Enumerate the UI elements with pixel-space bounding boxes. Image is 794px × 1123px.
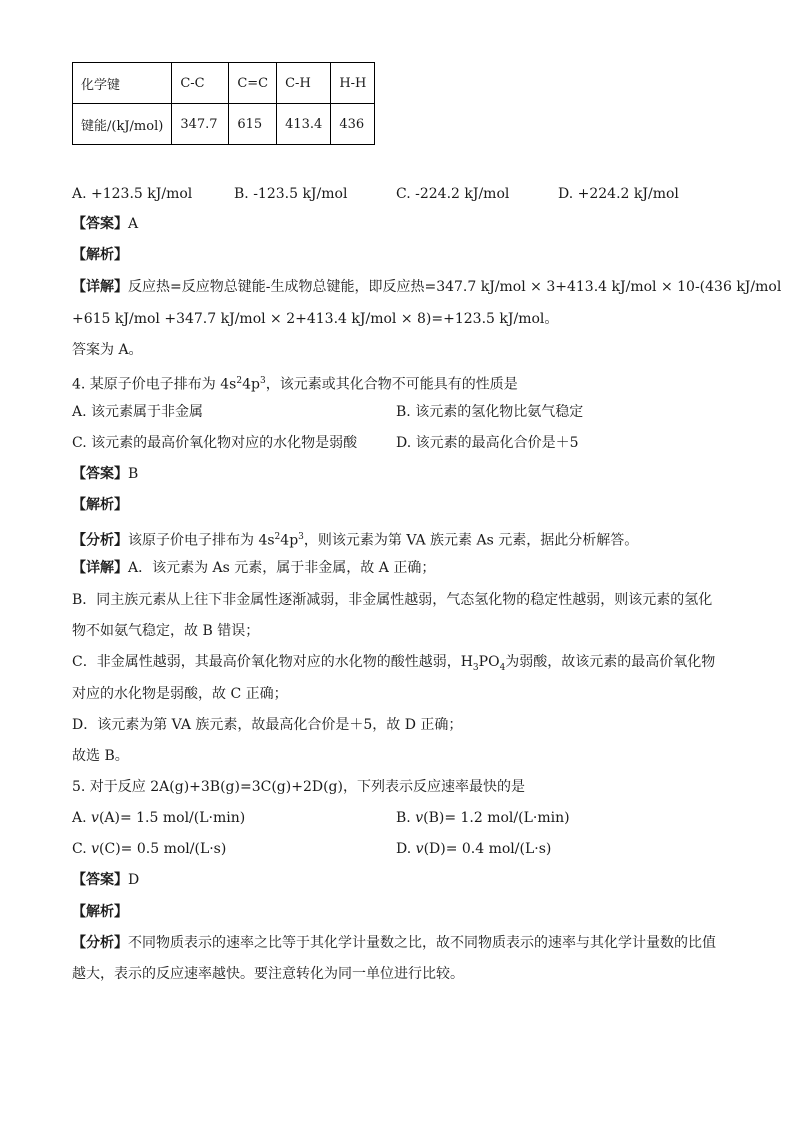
answer-value: B <box>128 466 139 482</box>
option-text: (B)= 1.2 mol/(L·min) <box>423 810 570 826</box>
q4-detail-d: D．该元素为第 VA 族元素，故最高化合价是＋5，故 D 正确； <box>72 717 463 733</box>
table-cell: H-H <box>331 63 375 104</box>
q5-fenxi-2: 越大，表示的反应速率越快。要注意转化为同一单位进行比较。 <box>72 966 464 982</box>
q5-option-c <box>72 839 226 859</box>
q5-answer <box>72 870 139 890</box>
q4-conclusion: 故选 B。 <box>72 748 129 764</box>
bond-energy-table <box>72 62 375 145</box>
answer-tag: 【答案】 <box>72 216 128 232</box>
fenxi-tag: 【分析】 <box>72 935 128 951</box>
fenxi-text: 该原子价电子排布为 4s <box>128 532 275 549</box>
option-var: v <box>415 841 424 857</box>
option-prefix: C. <box>72 841 92 857</box>
detail-tag: 【详解】 <box>72 279 128 295</box>
q4-detail-a <box>72 558 435 578</box>
option-text: (C)= 0.5 mol/(L·s) <box>99 841 227 857</box>
table-cell: C-H <box>277 63 331 104</box>
superscript: 3 <box>298 532 304 542</box>
q4-stem-text: 4p <box>242 376 260 393</box>
option-prefix: D. <box>396 841 416 857</box>
q3-detail-line-2: +615 kJ/mol +347.7 kJ/mol × 2+413.4 kJ/mol × 8)=+123.5 kJ/mol。 <box>72 311 559 327</box>
option-var: v <box>91 810 99 826</box>
q5-analysis-tag: 【解析】 <box>72 904 128 920</box>
table-cell: C=C <box>229 63 277 104</box>
option-text: (D)= 0.4 mol/(L·s) <box>423 841 552 857</box>
answer-tag: 【答案】 <box>72 466 128 482</box>
detail-text: 为弱酸，故该元素的最高价氧化物 <box>505 654 716 670</box>
q4-stem-text: 4. 某原子价电子排布为 4s <box>72 376 237 393</box>
detail-text: A．该元素为 As 元素，属于非金属，故 A 正确； <box>128 560 436 576</box>
q4-detail-b1: B．同主族元素从上往下非金属性逐渐减弱，非金属性越弱，气态氢化物的稳定性越弱，则该元素的氢化 <box>72 592 713 608</box>
q4-option-b: B. 该元素的氢化物比氨气稳定 <box>396 404 584 420</box>
q4-option-a: A. 该元素属于非金属 <box>72 404 204 420</box>
table-row <box>73 104 375 145</box>
q4-detail-b2: 物不如氨气稳定，故 B 错误； <box>72 623 260 639</box>
fenxi-text: 不同物质表示的速率之比等于其化学计量数之比，故不同物质表示的速率与其化学计量数的比值 <box>128 935 716 951</box>
q3-option-b: B. -123.5 kJ/mol <box>234 186 348 202</box>
answer-value: D <box>128 872 140 888</box>
table-row <box>73 63 375 104</box>
superscript: 2 <box>236 376 243 386</box>
table-cell: 436 <box>331 104 375 145</box>
table-cell: 615 <box>229 104 277 145</box>
fenxi-tag: 【分析】 <box>72 532 128 549</box>
q4-option-c: C. 该元素的最高价氧化物对应的水化物是弱酸 <box>72 435 358 451</box>
answer-value: A <box>128 216 139 232</box>
option-text: (A)= 1.5 mol/(L·min) <box>98 810 246 826</box>
q4-fenxi <box>72 527 638 551</box>
table-cell: 键能/(kJ/mol) <box>73 104 172 145</box>
table-cell: C-C <box>172 63 229 104</box>
q4-answer <box>72 464 138 484</box>
q4-stem-text: ，该元素或其化合物不可能具有的性质是 <box>265 376 518 393</box>
option-var: v <box>91 841 100 857</box>
q3-option-c: C. -224.2 kJ/mol <box>396 186 510 202</box>
q4-detail-c1 <box>72 652 715 678</box>
table-cell: 413.4 <box>277 104 331 145</box>
q4-detail-c2: 对应的水化物是弱酸，故 C 正确； <box>72 686 288 702</box>
q4-analysis-tag: 【解析】 <box>72 497 128 513</box>
q5-option-b <box>396 808 570 828</box>
q3-option-d: D. +224.2 kJ/mol <box>558 186 679 202</box>
detail-text: 反应热=反应物总键能-生成物总键能，即反应热=347.7 kJ/mol × 3+413.4 kJ/mol × 10-(436 kJ/mol <box>128 279 782 295</box>
detail-text: C．非金属性越弱，其最高价氧化物对应的水化物的酸性越弱，H <box>72 654 473 670</box>
q3-answer <box>72 214 138 234</box>
option-prefix: A. <box>72 810 92 826</box>
table-cell: 347.7 <box>172 104 229 145</box>
q4-option-d: D. 该元素的最高化合价是＋5 <box>396 435 579 451</box>
option-var: v <box>415 810 424 826</box>
table-cell: 化学键 <box>73 63 172 104</box>
option-prefix: B. <box>396 810 416 826</box>
subscript: 4 <box>499 662 506 673</box>
q4-stem <box>72 371 518 395</box>
q3-conclusion: 答案为 A。 <box>72 342 143 358</box>
q5-option-a <box>72 808 245 828</box>
fenxi-text: 4p <box>280 532 299 549</box>
q5-stem: 5. 对于反应 2A(g)+3B(g)=3C(g)+2D(g)，下列表示反应速率最快的是 <box>72 779 525 795</box>
superscript: 3 <box>259 376 266 386</box>
q3-analysis-tag: 【解析】 <box>72 247 128 263</box>
q5-fenxi-1 <box>72 933 716 953</box>
subscript: 3 <box>472 662 479 673</box>
q3-detail-line-1 <box>72 277 781 297</box>
superscript: 2 <box>274 532 281 542</box>
answer-tag: 【答案】 <box>72 872 128 888</box>
q3-option-a: A. +123.5 kJ/mol <box>72 186 193 202</box>
q5-option-d <box>396 839 551 859</box>
detail-text: PO <box>478 654 500 670</box>
fenxi-text: ，则该元素为第 VA 族元素 As 元素，据此分析解答。 <box>303 532 639 549</box>
detail-tag: 【详解】 <box>72 560 128 576</box>
